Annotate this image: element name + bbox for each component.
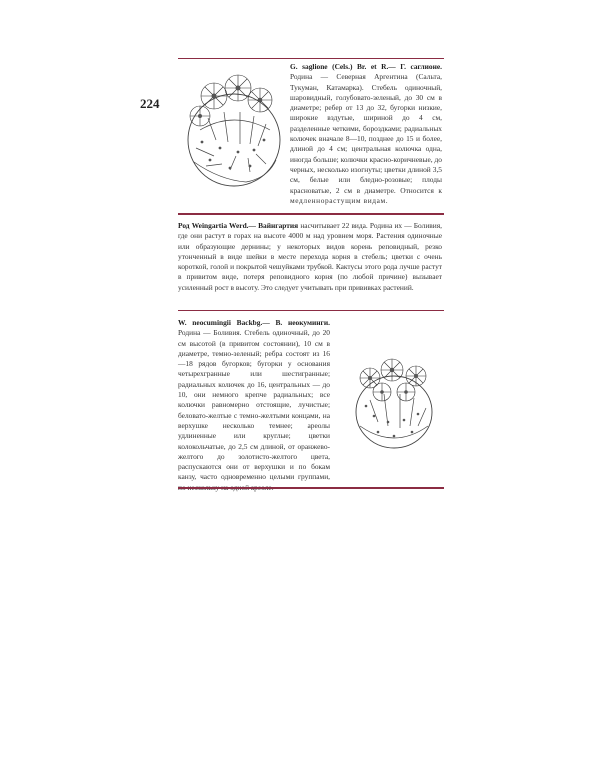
entry-neocumingii-body: Родина — Боливия. Стебель одиночный, до 20 см высотой (в привитом состоянии), 10 см в диаметре, темно-зеленый; ребра состоят из 16—18 рядов бугорков; бугорки у основания четырехгранные или шестигранные; радиальных колючек до 16, центральных — до 10, они немного крепче радиальных; все колючки равномерно отстоящие, лучистые; беловато-желтые с темно-желтыми концами, на верхушке несколько темнее; ареолы удлиненные или круглые; цветки колокольчатые, до 2,5 см длиной, от оранжево-желтого до золотисто-желтого цвета, распускаются они от верхушки и по бокам канзу, часто одновременно целыми группами, по нескольку на одной ареоле.	[178, 328, 330, 492]
section-rule-2	[178, 310, 444, 311]
entry-saglione-heading: G. saglione (Cels.) Br. et R.— Г. саглионе.	[290, 62, 442, 71]
gymnocalycium-saglione-drawing	[180, 70, 284, 194]
entry-saglione-tail: медленнорастущим видам.	[290, 195, 389, 205]
entry-neocumingii-heading: W. neocumingii Backbg.— В. неокуминги.	[178, 318, 330, 327]
entry-weingartia-heading: Род Weingartia Werd.— Вайнгартия	[178, 221, 299, 230]
entry-saglione-body: Родина — Северная Аргентина (Сальта, Тукуман, Катамарка). Стебель одиночный, шаровидный, голубовато-зеленый, до 30 см в диаметре; ребер от 13 до 32, бугорки низкие, широкие вздутые, шириной до 4 см, разделенные четкими, бороздками; радиальных колючек вначале 8—10, позднее до 15 и более, длиной до 4 см; центральная колючка одна, иногда больше; колючки красно-коричневые, до черных, несколько изогнуты; цветки длиной 3,5 см, белые или бледно-розовые; плоды красноватые, 2 см в диаметре. Относится к	[290, 72, 442, 195]
page-number: 224	[140, 96, 160, 111]
bottom-rule	[178, 487, 444, 489]
weingartia-neocumingii-drawing	[348, 356, 440, 452]
entry-weingartia-body: насчитывает 22 вида. Родина их — Боливия, где они растут в горах на высоте 4000 м над уровнем моря. Растения одиночные или образующие дернины; у некоторых видов корень реповидный, резко утонченный в виде шейки в месте перехода корня в стебель; цветки с очень короткой, голой и покрытой чешуйками трубкой. Кактусы этого рода лучше растут в привитом виде, потеря реповидного корня (по любой причине) вызывает усиленный рост в высоту. Это следует учитывать при прививках растений.	[178, 221, 442, 292]
entry-saglione	[290, 62, 442, 206]
section-rule-1	[178, 213, 444, 215]
entry-neocumingii	[178, 318, 330, 493]
top-rule	[178, 58, 444, 59]
entry-weingartia-genus	[178, 221, 442, 293]
